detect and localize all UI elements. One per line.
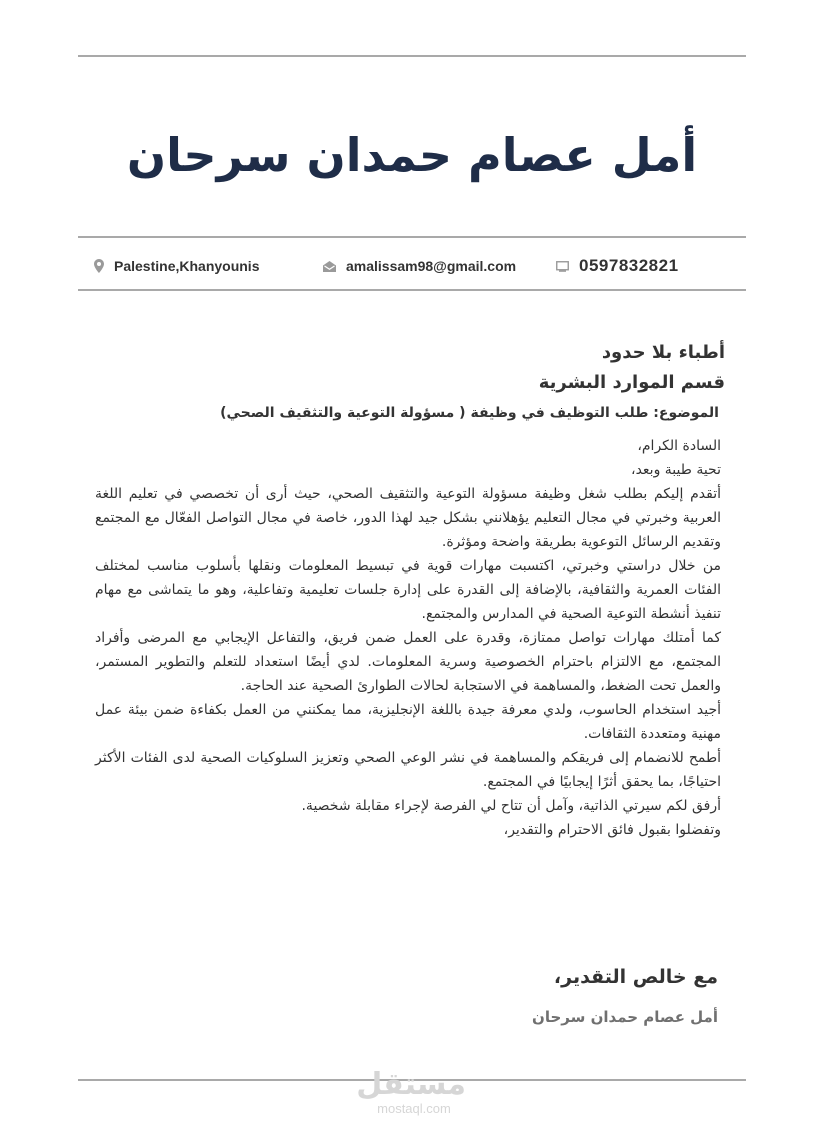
paragraph-skills: من خلال دراستي وخبرتي، اكتسبت مهارات قوية في تبسيط المعلومات ونقلها بأسلوب مناسب لمختلف الفئات العمرية والثقافية، بالإضافة إلى القدرة على إدارة جلسات تعليمية وتفاعلية، وهو ما يتماشى مع مهام تنفيذ أنشطة التوعية الصحية في المدارس والمجتمع.	[95, 558, 721, 622]
closing-phrase: مع خالص التقدير،	[553, 966, 718, 988]
greeting: تحية طيبة وبعد،	[631, 462, 721, 478]
organization-name: أطباء بلا حدود	[601, 342, 725, 363]
location-pin-icon	[94, 259, 104, 273]
applicant-name: أمل عصام حمدان سرحان	[126, 128, 698, 182]
email-text[interactable]: amalissam98@gmail.com	[346, 258, 517, 274]
department-name: قسم الموارد البشرية	[538, 372, 725, 393]
watermark-logo: مستقل	[356, 1067, 466, 1102]
contact-location	[94, 256, 259, 276]
signature-name: أمل عصام حمدان سرحان	[532, 1008, 718, 1026]
top-rule	[78, 55, 746, 57]
paragraph-communication: كما أمتلك مهارات تواصل ممتازة، وقدرة على العمل ضمن فريق، والتفاعل الإيجابي مع المرضى وأفراد المجتمع، مع الالتزام باحترام الخصوصية وسرية المعلومات. لدي أيضًا استعداد للتعلم والتطوير المستمر، والعمل تحت الضغط، والمساهمة في الاستجابة لحالات الطوارئ الصحية عند الحاجة.	[95, 630, 721, 694]
phone-text[interactable]: 0597832821	[579, 256, 679, 275]
paragraph-regards: وتفضلوا بقبول فائق الاحترام والتقدير،	[503, 822, 721, 838]
header-rule-bottom	[78, 289, 746, 291]
subject-line: الموضوع: طلب التوظيف في وظيفة ( مسؤولة التوعية والتثقيف الصحي)	[220, 405, 719, 421]
envelope-icon	[323, 261, 336, 272]
closing-block	[532, 966, 718, 1026]
paragraph-intro: أتقدم إليكم بطلب شغل وظيفة مسؤولة التوعية والتثقيف الصحي، حيث أرى أن تخصصي في تعليم اللغة العربية وخبرتي في مجال التعليم يؤهلانني بشكل جيد لهذا الدور، خاصة في مجال التواصل الفعّال مع المجتمع وتقديم الرسائل التوعوية بطريقة واضحة ومؤثرة.	[95, 486, 721, 550]
phone-icon	[556, 261, 569, 272]
watermark-site: mostaql.com	[377, 1101, 451, 1116]
paragraph-attachment: أرفق لكم سيرتي الذاتية، وآمل أن تتاح لي الفرصة لإجراء مقابلة شخصية.	[301, 798, 721, 814]
letter-body	[95, 338, 725, 842]
contact-email[interactable]	[323, 256, 516, 276]
paragraph-aspiration: أطمح للانضمام إلى فريقكم والمساهمة في نشر الوعي الصحي وتعزيز السلوكيات الصحية لدى الفئات الأكثر احتياجًا، بما يحقق أثرًا إيجابيًا في المجتمع.	[95, 750, 721, 790]
contact-phone[interactable]	[556, 256, 679, 276]
mostaql-watermark	[356, 1067, 466, 1116]
salutation: السادة الكرام،	[637, 438, 721, 454]
paragraph-computer: أجيد استخدام الحاسوب، ولدي معرفة جيدة باللغة الإنجليزية، مما يمكنني من العمل بكفاءة ضمن بيئة عمل مهنية ومتعددة الثقافات.	[95, 702, 721, 742]
location-text: Palestine,Khanyounis	[114, 258, 260, 274]
header-rule-top	[78, 236, 746, 238]
